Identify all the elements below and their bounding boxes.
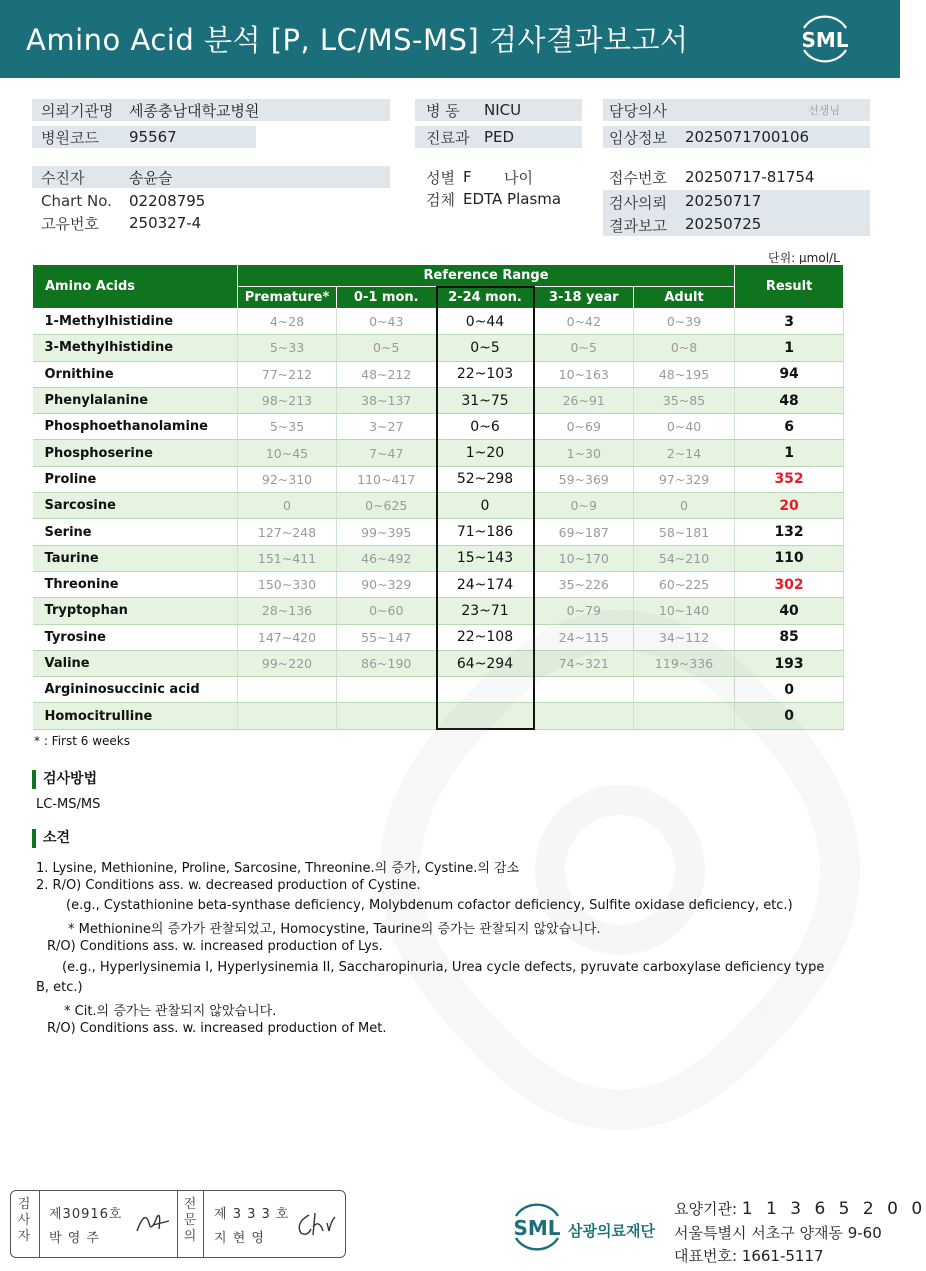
chart-value: 02208795 <box>129 192 206 210</box>
range-header-2: 2-24 mon. <box>437 287 534 309</box>
dept-label: 진료과 <box>426 128 470 147</box>
footer-code-value: 1 1 3 6 5 2 0 0 <box>741 1199 926 1219</box>
examiner-name: 박 영 주 <box>49 1231 100 1246</box>
reference-range-cell: 0~6 <box>437 414 534 440</box>
specimen-label: 검체 <box>426 190 455 209</box>
finding-line: * Methionine의 증가가 관찰되었고, Homocystine, Taurine의 증가는 관찰되지 않았습니다. <box>68 922 601 937</box>
reference-range-cell: 52~298 <box>437 466 534 492</box>
reference-range-cell: 127~248 <box>238 519 337 545</box>
clinical-field <box>603 126 870 148</box>
footer-sml-logo-icon <box>508 1200 566 1254</box>
amino-acid-name: Phosphoserine <box>33 440 238 466</box>
finding-line: * Cit.의 증가는 관찰되지 않았습니다. <box>64 1004 277 1019</box>
footer-logo-text: SML <box>513 1216 561 1240</box>
amino-acid-name: Taurine <box>33 545 238 571</box>
reference-range-cell: 5~35 <box>238 414 337 440</box>
reference-range-cell: 1~20 <box>437 440 534 466</box>
institution-label: 의뢰기관명 <box>41 101 114 120</box>
reference-range-cell: 10~163 <box>534 361 634 387</box>
method-text: LC-MS/MS <box>36 797 101 812</box>
report-label: 결과보고 <box>609 217 667 235</box>
reference-range-cell: 0~8 <box>634 335 735 361</box>
unique-value: 250327-4 <box>129 214 202 232</box>
table-row <box>33 414 844 440</box>
specialist-signature-icon <box>293 1209 337 1239</box>
reference-range-cell: 35~226 <box>534 571 634 597</box>
reference-range-cell: 54~210 <box>634 545 735 571</box>
amino-acid-name: Phenylalanine <box>33 387 238 413</box>
table-row <box>33 387 844 413</box>
reference-range-cell: 48~212 <box>337 361 437 387</box>
finding-line: R/O) Conditions ass. w. increased production of Lys. <box>47 939 383 954</box>
reference-range-cell: 28~136 <box>238 598 337 624</box>
method-title: 검사방법 <box>32 770 97 789</box>
doctor-field <box>603 99 870 121</box>
reference-range-cell: 1~30 <box>534 440 634 466</box>
result-value: 132 <box>735 519 844 545</box>
reference-range-cell: 0 <box>238 493 337 519</box>
reference-range-cell: 46~492 <box>337 545 437 571</box>
reference-range-cell: 0~44 <box>437 309 534 335</box>
specialist-vert-text: 전문의 <box>183 1197 197 1244</box>
range-header-4: Adult <box>634 287 735 309</box>
reference-range-cell: 10~170 <box>534 545 634 571</box>
finding-line: B, etc.) <box>36 980 83 995</box>
examiner-vertical-label <box>11 1197 37 1245</box>
reference-range-cell: 151~411 <box>238 545 337 571</box>
patient-label: 수진자 <box>41 168 85 187</box>
reference-range-cell: 59~369 <box>534 466 634 492</box>
amino-acid-name: Sarcosine <box>33 493 238 519</box>
reference-range-cell: 71~186 <box>437 519 534 545</box>
doctor-label: 담당의사 <box>609 101 667 120</box>
table-row <box>33 545 844 571</box>
reference-range-cell: 7~47 <box>337 440 437 466</box>
ward-value: NICU <box>484 101 522 119</box>
reference-range-cell: 86~190 <box>337 650 437 676</box>
request-label: 검사의뢰 <box>609 194 667 212</box>
dept-field <box>415 126 582 148</box>
reference-range-cell: 55~147 <box>337 624 437 650</box>
result-value: 48 <box>735 387 844 413</box>
reference-range-cell: 0~79 <box>534 598 634 624</box>
chart-label: Chart No. <box>41 192 112 210</box>
reference-range-cell: 99~220 <box>238 650 337 676</box>
reference-range-cell: 35~85 <box>634 387 735 413</box>
table-row <box>33 493 844 519</box>
reference-range-cell <box>238 703 337 729</box>
reference-range-cell: 99~395 <box>337 519 437 545</box>
range-header-1: 0-1 mon. <box>337 287 437 309</box>
result-value: 193 <box>735 650 844 676</box>
reference-range-cell: 0~5 <box>437 335 534 361</box>
ward-label: 병 동 <box>426 101 460 120</box>
footnote: * : First 6 weeks <box>34 734 130 748</box>
reference-range-cell: 2~14 <box>634 440 735 466</box>
footer-address: 서울특별시 서초구 양재동 9-60 <box>674 1224 882 1242</box>
result-value: 40 <box>735 598 844 624</box>
amino-acid-name: Serine <box>33 519 238 545</box>
finding-line: 2. R/O) Conditions ass. w. decreased production of Cystine. <box>36 878 421 893</box>
reference-range-header: Reference Range <box>238 265 735 287</box>
unique-label: 고유번호 <box>41 214 99 233</box>
reference-range-cell: 69~187 <box>534 519 634 545</box>
result-value: 352 <box>735 466 844 492</box>
amino-acid-name: Proline <box>33 466 238 492</box>
reference-range-cell: 60~225 <box>634 571 735 597</box>
reference-range-cell: 0~39 <box>634 309 735 335</box>
reference-range-cell: 74~321 <box>534 650 634 676</box>
reference-range-cell: 92~310 <box>238 466 337 492</box>
reference-range-cell: 0~69 <box>534 414 634 440</box>
reference-range-cell: 26~91 <box>534 387 634 413</box>
result-value: 1 <box>735 335 844 361</box>
result-value: 20 <box>735 493 844 519</box>
amino-acid-name: Phosphoethanolamine <box>33 414 238 440</box>
specimen-field <box>415 188 595 210</box>
hospital-code-label: 병원코드 <box>41 128 99 147</box>
table-row <box>33 519 844 545</box>
reference-range-cell: 58~181 <box>634 519 735 545</box>
amino-acid-name: Tryptophan <box>33 598 238 624</box>
reference-range-cell: 0~625 <box>337 493 437 519</box>
reference-range-cell: 0 <box>437 493 534 519</box>
table-row <box>33 440 844 466</box>
receipt-value: 20250717-81754 <box>685 168 815 186</box>
table-row <box>33 309 844 335</box>
amino-acid-name: 1-Methylhistidine <box>33 309 238 335</box>
reference-range-cell: 0~5 <box>534 335 634 361</box>
sex-label: 성별 <box>426 168 455 187</box>
reference-range-cell: 31~75 <box>437 387 534 413</box>
amino-acid-name: Ornithine <box>33 361 238 387</box>
reference-range-cell: 150~330 <box>238 571 337 597</box>
reference-range-cell: 24~115 <box>534 624 634 650</box>
amino-acid-name: Homocitrulline <box>33 703 238 729</box>
footer-phone-label: 대표번호: <box>674 1247 738 1265</box>
divider <box>203 1191 204 1257</box>
finding-line: (e.g., Hyperlysinemia I, Hyperlysinemia II, Saccharopinuria, Urea cycle defects, pyruvate carboxylase deficiency type <box>62 960 825 975</box>
reference-range-cell: 0~43 <box>337 309 437 335</box>
sml-logo-icon <box>796 12 854 66</box>
result-value: 94 <box>735 361 844 387</box>
age-label: 나이 <box>504 168 533 187</box>
footer-phone-value: 1661-5117 <box>741 1247 824 1265</box>
reference-range-cell: 10~140 <box>634 598 735 624</box>
range-header-0: Premature* <box>238 287 337 309</box>
logo-text: SML <box>801 28 849 52</box>
clinical-label: 임상정보 <box>609 128 667 147</box>
reference-range-cell: 119~336 <box>634 650 735 676</box>
reference-range-cell: 10~45 <box>238 440 337 466</box>
reference-range-cell: 0 <box>634 493 735 519</box>
sex-age-field <box>415 166 595 188</box>
reference-range-cell: 0~40 <box>634 414 735 440</box>
receipt-field <box>603 166 870 188</box>
report-title: Amino Acid 분석 [P, LC/MS-MS] 검사결과보고서 <box>26 23 689 57</box>
institution-field <box>32 99 390 121</box>
amino-acids-header: Amino Acids <box>33 265 238 309</box>
divider <box>39 1191 40 1257</box>
reference-range-cell: 0~42 <box>534 309 634 335</box>
result-value: 1 <box>735 440 844 466</box>
patient-field <box>32 166 390 188</box>
footer-phone <box>674 1245 824 1266</box>
specialist-no: 제 3 3 3 호 <box>214 1207 290 1222</box>
reference-range-cell: 23~71 <box>437 598 534 624</box>
reference-range-cell: 4~28 <box>238 309 337 335</box>
unit-label: 단위: μmol/L <box>768 251 840 265</box>
finding-line: 1. Lysine, Methionine, Proline, Sarcosine, Threonine.의 증가, Cystine.의 감소 <box>36 861 520 876</box>
reference-range-cell: 3~27 <box>337 414 437 440</box>
result-value: 3 <box>735 309 844 335</box>
result-value: 0 <box>735 677 844 703</box>
reference-range-cell: 0~9 <box>534 493 634 519</box>
examiner-vert-text: 검사자 <box>17 1197 31 1244</box>
signature-box <box>10 1190 346 1258</box>
reference-range-cell: 90~329 <box>337 571 437 597</box>
result-value: 0 <box>735 703 844 729</box>
specialist-name: 지 현 영 <box>214 1231 265 1246</box>
reference-range-cell: 48~195 <box>634 361 735 387</box>
report-value: 20250725 <box>685 215 762 233</box>
range-header-3: 3-18 year <box>534 287 634 309</box>
result-value: 110 <box>735 545 844 571</box>
result-value: 85 <box>735 624 844 650</box>
amino-acid-name: Tyrosine <box>33 624 238 650</box>
table-row <box>33 335 844 361</box>
request-report-field <box>603 190 870 236</box>
reference-range-cell: 34~112 <box>634 624 735 650</box>
dept-value: PED <box>484 128 515 146</box>
reference-range-cell: 24~174 <box>437 571 534 597</box>
doctor-value: 선생님 <box>808 104 840 117</box>
reference-range-cell: 64~294 <box>437 650 534 676</box>
table-row <box>33 361 844 387</box>
hospital-code-field <box>32 126 256 148</box>
result-value: 6 <box>735 414 844 440</box>
reference-range-cell <box>238 677 337 703</box>
result-value: 302 <box>735 571 844 597</box>
institution-value: 세종충남대학교병원 <box>129 101 260 120</box>
specialist-vertical-label <box>177 1197 203 1245</box>
findings-title: 소견 <box>32 829 70 848</box>
specimen-value: EDTA Plasma <box>463 190 562 208</box>
reference-range-cell: 110~417 <box>337 466 437 492</box>
reference-range-cell: 22~108 <box>437 624 534 650</box>
amino-acid-name: 3-Methylhistidine <box>33 335 238 361</box>
reference-range-cell: 22~103 <box>437 361 534 387</box>
reference-range-cell: 98~213 <box>238 387 337 413</box>
amino-acid-name: Threonine <box>33 571 238 597</box>
reference-range-cell: 0~5 <box>337 335 437 361</box>
reference-range-cell: 77~212 <box>238 361 337 387</box>
clinical-value: 2025071700106 <box>685 128 810 146</box>
hospital-code-value: 95567 <box>129 128 177 146</box>
footer-code <box>674 1198 926 1219</box>
request-value: 20250717 <box>685 192 762 210</box>
footer-org-name: 삼광의료재단 <box>568 1222 655 1240</box>
reference-range-cell: 15~143 <box>437 545 534 571</box>
chart-field <box>32 190 390 212</box>
patient-value: 송윤슬 <box>129 168 173 187</box>
examiner-signature-icon <box>133 1207 171 1237</box>
examiner-no: 제30916호 <box>49 1207 123 1222</box>
amino-acid-name: Valine <box>33 650 238 676</box>
reference-range-cell: 97~329 <box>634 466 735 492</box>
finding-line: R/O) Conditions ass. w. increased production of Met. <box>47 1021 387 1036</box>
finding-line: (e.g., Cystathionine beta-synthase deficiency, Molybdenum cofactor deficiency, Sulfite oxidase deficiency, etc.) <box>66 898 793 913</box>
result-header: Result <box>735 265 844 309</box>
table-row <box>33 466 844 492</box>
reference-range-cell: 0~60 <box>337 598 437 624</box>
reference-range-cell: 5~33 <box>238 335 337 361</box>
unique-field <box>32 212 390 234</box>
ward-field <box>415 99 582 121</box>
receipt-label: 접수번호 <box>609 168 667 187</box>
sex-value: F <box>463 168 472 186</box>
reference-range-cell: 147~420 <box>238 624 337 650</box>
reference-range-cell: 38~137 <box>337 387 437 413</box>
amino-acid-name: Argininosuccinic acid <box>33 677 238 703</box>
footer-code-label: 요양기관: <box>674 1200 738 1218</box>
